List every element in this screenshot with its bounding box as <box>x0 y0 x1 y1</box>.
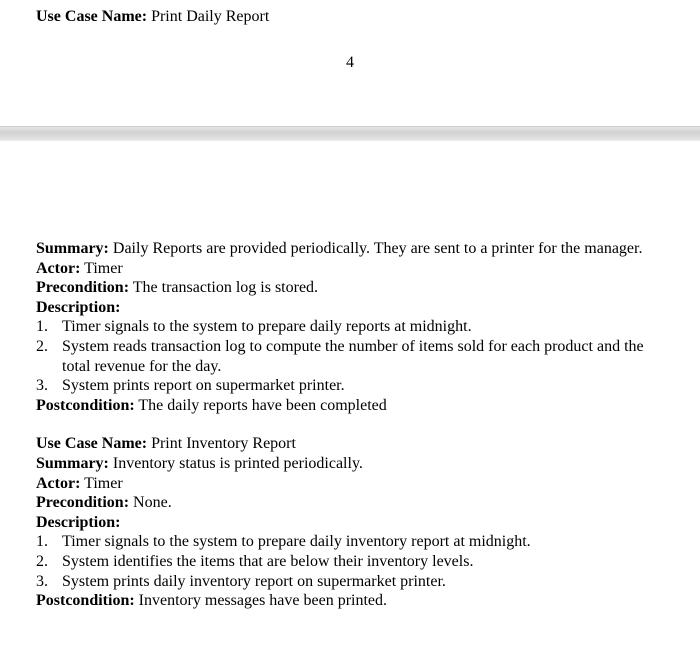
actor-line <box>36 474 696 494</box>
page-number: 4 <box>346 54 354 71</box>
summary-value: Daily Reports are provided periodically. They are sent to a printer for the manager. <box>112 240 643 257</box>
postcondition-value: Inventory messages have been printed. <box>138 592 388 610</box>
postcondition-value: The daily reports have been completed <box>138 396 387 414</box>
use-case-name-value: Print Inventory Report <box>151 435 296 453</box>
description-label: Description: <box>36 298 121 316</box>
postcondition-label: Postcondition: <box>36 592 135 610</box>
precondition-label: Precondition: <box>36 279 130 297</box>
list-item <box>36 376 696 396</box>
list-item <box>36 317 696 337</box>
postcondition-label: Postcondition: <box>36 396 135 414</box>
actor-value: Timer <box>84 474 123 492</box>
use-case-name-line <box>36 434 696 454</box>
list-item <box>36 532 696 552</box>
list-item-text: System prints daily inventory report on supermarket printer. <box>62 572 446 590</box>
postcondition-line <box>36 396 696 416</box>
list-item-text: Timer signals to the system to prepare daily inventory report at midnight. <box>62 533 531 551</box>
precondition-label: Precondition: <box>36 494 130 512</box>
list-item-number: 2. <box>36 337 48 355</box>
precondition-value: None. <box>133 494 172 512</box>
precondition-line <box>36 493 696 513</box>
section-spacer <box>36 415 696 434</box>
list-item-number: 2. <box>36 552 48 570</box>
page-separator <box>0 126 700 141</box>
summary-line <box>36 239 696 259</box>
list-item-text: System prints report on supermarket printer. <box>62 377 345 395</box>
description-label: Description: <box>36 513 121 531</box>
list-item <box>36 572 696 592</box>
list-item <box>36 552 696 572</box>
summary-label: Summary: <box>36 240 109 257</box>
precondition-value: The transaction log is stored. <box>132 279 319 297</box>
list-item-text: System identifies the items that are below their inventory levels. <box>62 552 474 570</box>
use-case-name-label: Use Case Name: <box>36 435 148 453</box>
previous-page <box>0 0 700 128</box>
list-item <box>36 337 696 376</box>
list-item-number: 1. <box>36 318 48 336</box>
precondition-line <box>36 278 696 298</box>
list-item-number: 3. <box>36 572 48 590</box>
actor-line <box>36 259 696 279</box>
actor-label: Actor: <box>36 474 81 492</box>
summary-label: Summary: <box>36 454 109 472</box>
list-item-text-continued: total revenue for the day. <box>62 357 222 375</box>
list-item-number: 1. <box>36 533 48 551</box>
use-case-name-heading <box>36 7 269 27</box>
use-case-name-value: Print Daily Report <box>151 8 270 25</box>
actor-value: Timer <box>84 259 123 277</box>
list-item-text: System reads transaction log to compute the number of items sold for each product and the <box>62 337 644 355</box>
list-item-number: 3. <box>36 377 48 395</box>
postcondition-line <box>36 591 696 611</box>
use-case-name-label: Use Case Name: <box>36 8 148 25</box>
summary-value: Inventory status is printed periodically. <box>112 454 363 472</box>
actor-label: Actor: <box>36 259 81 277</box>
summary-line <box>36 454 696 474</box>
document-body <box>36 239 696 611</box>
list-item-text: Timer signals to the system to prepare daily reports at midnight. <box>62 318 472 336</box>
